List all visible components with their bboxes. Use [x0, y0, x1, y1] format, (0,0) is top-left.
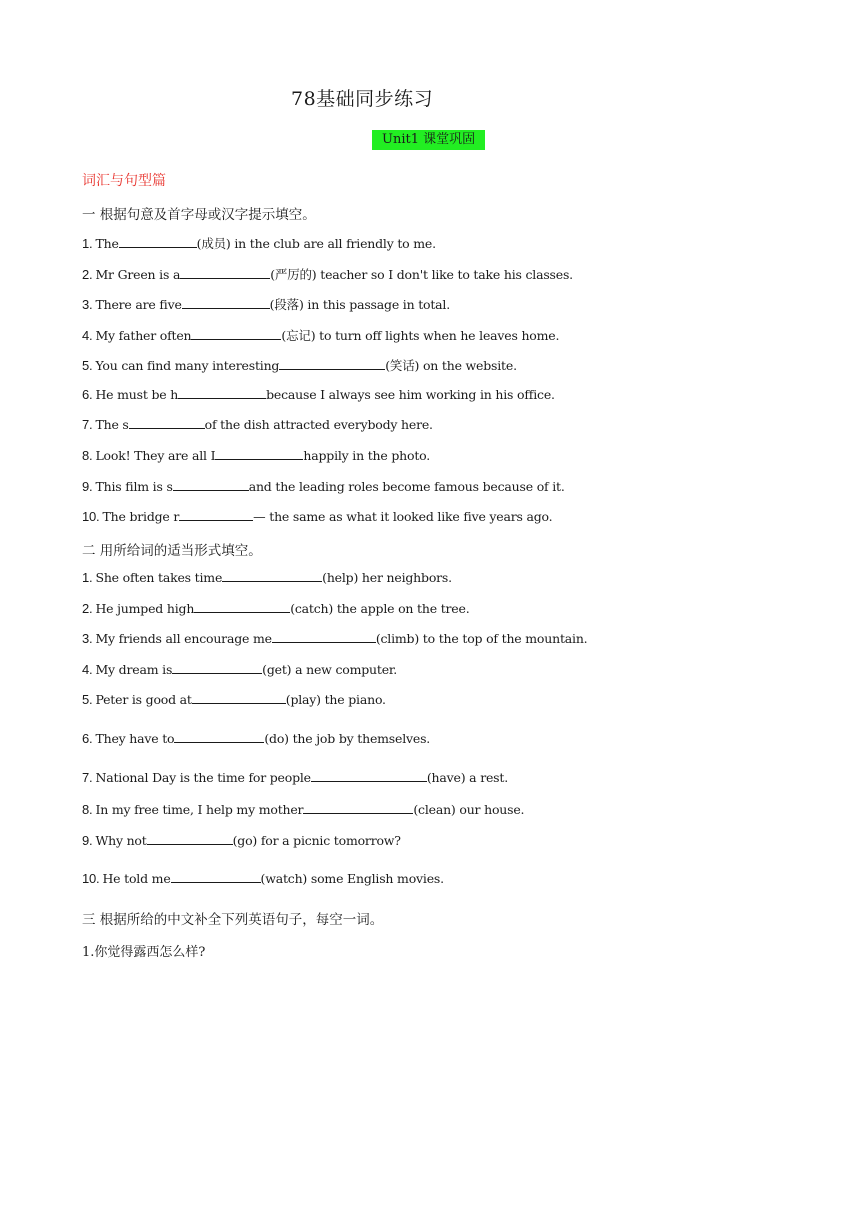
part2-question [82, 662, 397, 677]
question-text-after: because I always see him working in his office. [266, 387, 555, 402]
question-text-before: You can find many interesting [95, 358, 280, 373]
section-heading: 词汇与句型篇 [82, 173, 166, 189]
question-number: 8. [82, 448, 93, 463]
answer-blank[interactable] [191, 328, 281, 340]
question-number: 2. [82, 267, 93, 282]
part1-question [82, 387, 555, 402]
question-text-after: (catch) the apple on the tree. [290, 601, 470, 616]
question-text-after: (watch) some English movies. [260, 871, 444, 886]
part2-question [82, 731, 430, 746]
question-text-after: (help) her neighbors. [322, 570, 452, 585]
question-number: 6. [82, 731, 93, 746]
part2-question [82, 802, 524, 817]
part1-heading: 一 根据句意及首字母或汉字提示填空。 [82, 207, 316, 223]
answer-blank[interactable] [182, 297, 270, 309]
question-text-after: (成员) in the club are all friendly to me. [196, 236, 436, 251]
question-text-before: The bridge r [102, 509, 180, 524]
question-number: 1. [82, 236, 93, 251]
part1-question [82, 509, 552, 524]
part1-question [82, 265, 573, 283]
question-text-after: — the same as what it looked like five years ago. [253, 509, 553, 524]
question-text-before: There are five [95, 297, 182, 312]
part2-question [82, 631, 587, 646]
question-number: 4. [82, 328, 93, 343]
part3-heading: 三 根据所给的中文补全下列英语句子，每空一词。 [82, 912, 384, 928]
answer-blank[interactable] [194, 601, 290, 613]
answer-blank[interactable] [279, 358, 385, 370]
question-text-before: The [95, 236, 119, 251]
answer-blank[interactable] [129, 417, 205, 429]
answer-blank[interactable] [192, 692, 286, 704]
unit-badge: Unit1 课堂巩固 [372, 130, 485, 150]
answer-blank[interactable] [119, 236, 197, 248]
part2-question [82, 570, 452, 585]
part1-question [82, 234, 436, 252]
part2-question [82, 871, 444, 886]
answer-blank[interactable] [179, 509, 253, 521]
question-number: 4. [82, 662, 93, 677]
question-text-after: (严厉的) teacher so I don't like to take his classes. [270, 267, 573, 282]
question-number: 6. [82, 387, 93, 402]
question-text-after: of the dish attracted everybody here. [204, 417, 433, 432]
question-number: 9. [82, 833, 93, 848]
question-text-after: (clean) our house. [413, 802, 525, 817]
question-text-before: This film is s [95, 479, 173, 494]
question-number: 1. [82, 570, 93, 585]
question-number: 7. [82, 770, 93, 785]
answer-blank[interactable] [222, 570, 322, 582]
question-number: 3. [82, 631, 93, 646]
question-text-before: The s [95, 417, 129, 432]
question-text-after: (笑话) on the website. [385, 358, 517, 373]
question-text-after: (段落) in this passage in total. [269, 297, 451, 312]
question-number: 7. [82, 417, 93, 432]
question-text-after: (忘记) to turn off lights when he leaves home. [281, 328, 560, 343]
question-text-before: Look! They are all I [95, 448, 216, 463]
answer-blank[interactable] [215, 448, 303, 460]
page-title: 78基础同步练习 [291, 88, 434, 110]
question-number: 3. [82, 297, 93, 312]
part1-question [82, 356, 517, 374]
question-text-after: (have) a rest. [426, 770, 508, 785]
part1-question [82, 295, 450, 313]
question-text-after: and the leading roles become famous because of it. [248, 479, 565, 494]
answer-blank[interactable] [303, 802, 413, 814]
answer-blank[interactable] [147, 833, 233, 845]
question-number: 10. [82, 871, 100, 886]
part2-question [82, 770, 508, 785]
question-number: 5. [82, 692, 93, 707]
question-text-before: He told me [102, 871, 171, 886]
answer-blank[interactable] [180, 267, 270, 279]
question-text-after: happily in the photo. [303, 448, 431, 463]
question-number: 5. [82, 358, 93, 373]
question-number: 10. [82, 509, 100, 524]
part2-question [82, 833, 401, 848]
question-text-after: (play) the piano. [285, 692, 386, 707]
part2-question [82, 692, 386, 707]
question-text-before: In my free time, I help my mother [95, 802, 304, 817]
part1-question [82, 326, 559, 344]
part1-question [82, 417, 433, 432]
question-text-before: Peter is good at [95, 692, 192, 707]
question-text-before: Mr Green is a [95, 267, 181, 282]
question-text-before: They have to [95, 731, 175, 746]
answer-blank[interactable] [174, 731, 264, 743]
question-text-after: (climb) to the top of the mountain. [375, 631, 588, 646]
answer-blank[interactable] [272, 631, 376, 643]
part2-question [82, 601, 469, 616]
question-text-before: Why not [95, 833, 147, 848]
question-number: 8. [82, 802, 93, 817]
answer-blank[interactable] [172, 662, 262, 674]
question-text-after: (do) the job by themselves. [264, 731, 431, 746]
question-text-before: My father often [95, 328, 192, 343]
question-text-before: My dream is [95, 662, 173, 677]
answer-blank[interactable] [171, 871, 261, 883]
part3-first-item: 1.你觉得露西怎么样? [82, 945, 206, 960]
answer-blank[interactable] [173, 479, 249, 491]
part1-question [82, 448, 430, 463]
question-text-after: (get) a new computer. [262, 662, 398, 677]
question-number: 2. [82, 601, 93, 616]
part1-question [82, 479, 565, 494]
question-text-before: National Day is the time for people [95, 770, 311, 785]
question-text-before: She often takes time [95, 570, 223, 585]
question-text-before: He jumped high [95, 601, 195, 616]
answer-blank[interactable] [178, 387, 266, 399]
question-number: 9. [82, 479, 93, 494]
question-text-after: (go) for a picnic tomorrow? [232, 833, 401, 848]
question-text-before: My friends all encourage me [95, 631, 272, 646]
question-text-before: He must be h [95, 387, 179, 402]
part2-heading: 二 用所给词的适当形式填空。 [82, 543, 262, 559]
answer-blank[interactable] [311, 770, 427, 782]
